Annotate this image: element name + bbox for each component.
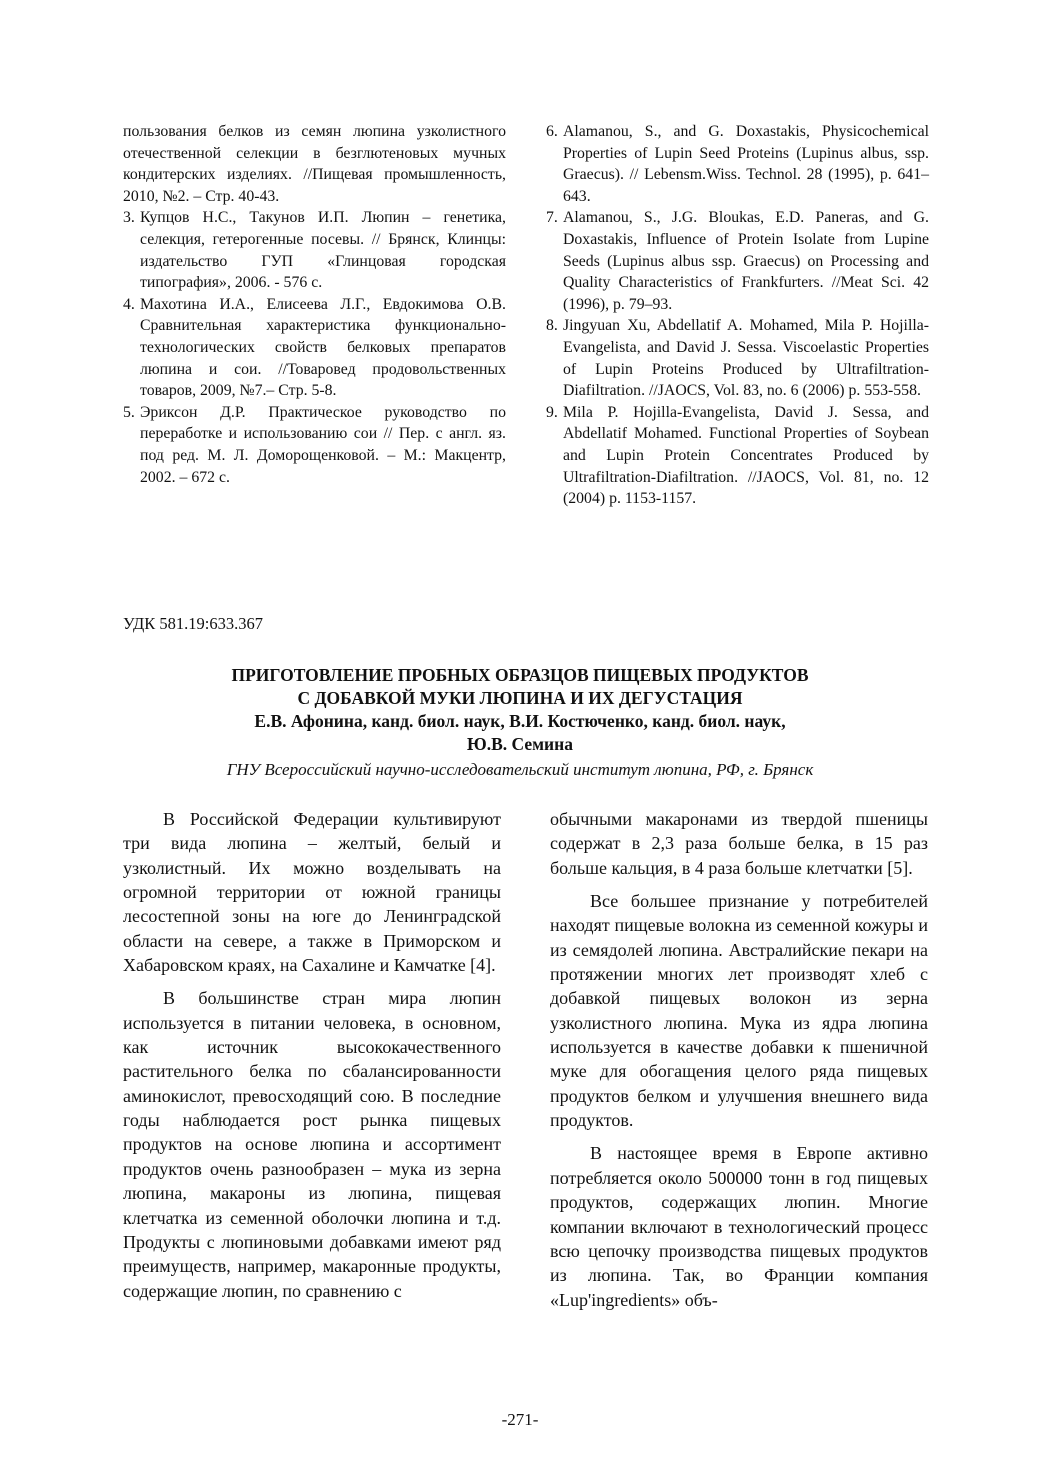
- reference-number: 7.: [546, 209, 558, 227]
- reference-number: 8.: [546, 317, 558, 335]
- reference-number: 3.: [123, 209, 135, 227]
- reference-text: Mila P. Hojilla-Evangelista, David J. Sessa, and Abdellatif Mohamed. Functional Properties of Soybean and Lupin Protein Concentrates Produced by Ultrafiltration-Diafiltration. //JAOCS, Vol. 81, no. 12 (2004) p. 1153-1157.: [563, 403, 929, 508]
- article-title-line: С ДОБАВКОЙ МУКИ ЛЮПИНА И ИХ ДЕГУСТАЦИЯ: [297, 688, 743, 708]
- article-body: [123, 807, 928, 1312]
- reference-item: [546, 315, 929, 401]
- reference-item: [123, 402, 506, 488]
- authors-line: Ю.В. Семина: [467, 734, 573, 754]
- reference-text: Махотина И.А., Елисеева Л.Г., Евдокимова О.В. Сравнительная характеристика функционально-технологических свойств белковых препаратов люпина и сои. //Товаровед продовольственных товаров, 2009, №7.– Стр. 5-8.: [140, 295, 506, 400]
- article-title-line: ПРИГОТОВЛЕНИЕ ПРОБНЫХ ОБРАЗЦОВ ПИЩЕВЫХ ПРОДУКТОВ: [231, 665, 809, 685]
- references-right-column: [546, 121, 929, 510]
- body-paragraph: В Российской Федерации культивируют три вида люпина – желтый, белый и узколистный. Их можно возделывать на огромной территории от южной границы лесостепной зоны на юге до Ленинградской области на севере, а также в Приморском и Хабаровском краях, на Сахалине и Камчатке [4].: [123, 809, 501, 976]
- reference-number: 5.: [123, 403, 135, 421]
- reference-text: Эриксон Д.Р. Практическое руководство по переработке и использованию сои // Пер. с англ. яз. под ред. М. Л. Доморощенковой. – М.: Макцентр, 2002. – 672 с.: [140, 403, 506, 486]
- reference-text: Alamanou, S., and G. Doxastakis, Physicochemical Properties of Lupin Seed Proteins (Lupinus albus, ssp. Graecus). // Lebensm.Wiss. Technol. 28 (1995), p. 641–643.: [563, 123, 929, 205]
- page-number: -271-: [501, 1410, 539, 1429]
- reference-item: [123, 294, 506, 402]
- reference-item: [123, 121, 506, 207]
- body-left-column: [123, 807, 501, 1312]
- reference-number: 9.: [546, 403, 558, 421]
- udk-code: УДК 581.19:633.367: [123, 614, 263, 633]
- references-left-column: [123, 121, 506, 510]
- reference-item: [546, 121, 929, 207]
- body-paragraph: обычными макаронами из твердой пшеницы содержат в 2,3 раза больше белка, в 15 раз больше кальция, в 4 раза больше клетчатки [5].: [550, 809, 928, 878]
- reference-item: [123, 207, 506, 293]
- reference-number: 6.: [546, 123, 558, 140]
- reference-item: [546, 207, 929, 315]
- references-section: [123, 121, 929, 510]
- body-paragraph: Все большее признание у потребителей находят пищевые волокна из семенной кожуры и из семядолей люпина. Австралийские пекари на протяжении многих лет производят хлеб с добавкой пищевых волокон из зерна узколистного люпина. Мука из ядра люпина используется в качестве добавки к пшеничной муке для обогащения целого ряда пищевых продуктов белком и улучшения внешнего вида продуктов.: [550, 891, 928, 1131]
- reference-text: Купцов Н.С., Такунов И.П. Люпин – генетика, селекция, гетерогенные посевы. // Брянск, Клинцы: издательство ГУП «Глинцовая городская типография», 2006. - 576 с.: [140, 209, 506, 292]
- reference-text: пользования белков из семян люпина узколистного отечественной селекции в безглютеновых мучных кондитерских изделиях. //Пищевая промышленность, 2010, №2. – Стр. 40-43.: [123, 123, 506, 205]
- authors-line: Е.В. Афонина, канд. биол. наук, В.И. Костюченко, канд. биол. наук,: [254, 711, 786, 731]
- reference-text: Jingyuan Xu, Abdellatif A. Mohamed, Mila P. Hojilla-Evangelista, and David J. Sessa. Viscoelastic Properties of Lupin Proteins Produced by Ultrafiltration-Diafiltration. //JAOCS, Vol. 83, no. 6 (2006) p. 553-558.: [563, 317, 929, 400]
- reference-number: 4.: [123, 295, 135, 313]
- reference-text: Alamanou, S., J.G. Bloukas, E.D. Paneras, and G. Doxastakis, Influence of Protein Isolate from Lupine Seeds (Lupinus albus ssp. Graecus) on Processing and Quality Characteristics of Frankfurters. //Meat Sci. 42 (1996), p. 79–93.: [563, 209, 929, 313]
- body-paragraph: В настоящее время в Европе активно потребляется около 500000 тонн в год пищевых продуктов, содержащих люпин. Многие компании включают в технологический процесс всю цепочку производства пищевых продуктов из люпина. Так, во Франции компания «Lup'ingredients» объ-: [550, 1143, 928, 1310]
- reference-item: [546, 402, 929, 510]
- body-right-column: [550, 807, 928, 1312]
- affiliation: ГНУ Всероссийский научно-исследовательский институт люпина, РФ, г. Брянск: [226, 760, 814, 779]
- body-paragraph: В большинстве стран мира люпин используется в питании человека, в основном, как источник высококачественного растительного белка по сбалансированности аминокислот, превосходящий сою. В последние годы наблюдается рост рынка пищевых продуктов на основе люпина и ассортимент продуктов очень разнообразен – мука из зерна люпина, макароны из люпина, пищевая клетчатка из семенной оболочки люпина и т.д. Продукты с люпиновыми добавками имеют ряд преимуществ, например, макаронные продукты, содержащие люпин, по сравнению с: [123, 988, 501, 1301]
- article-header: [120, 664, 920, 756]
